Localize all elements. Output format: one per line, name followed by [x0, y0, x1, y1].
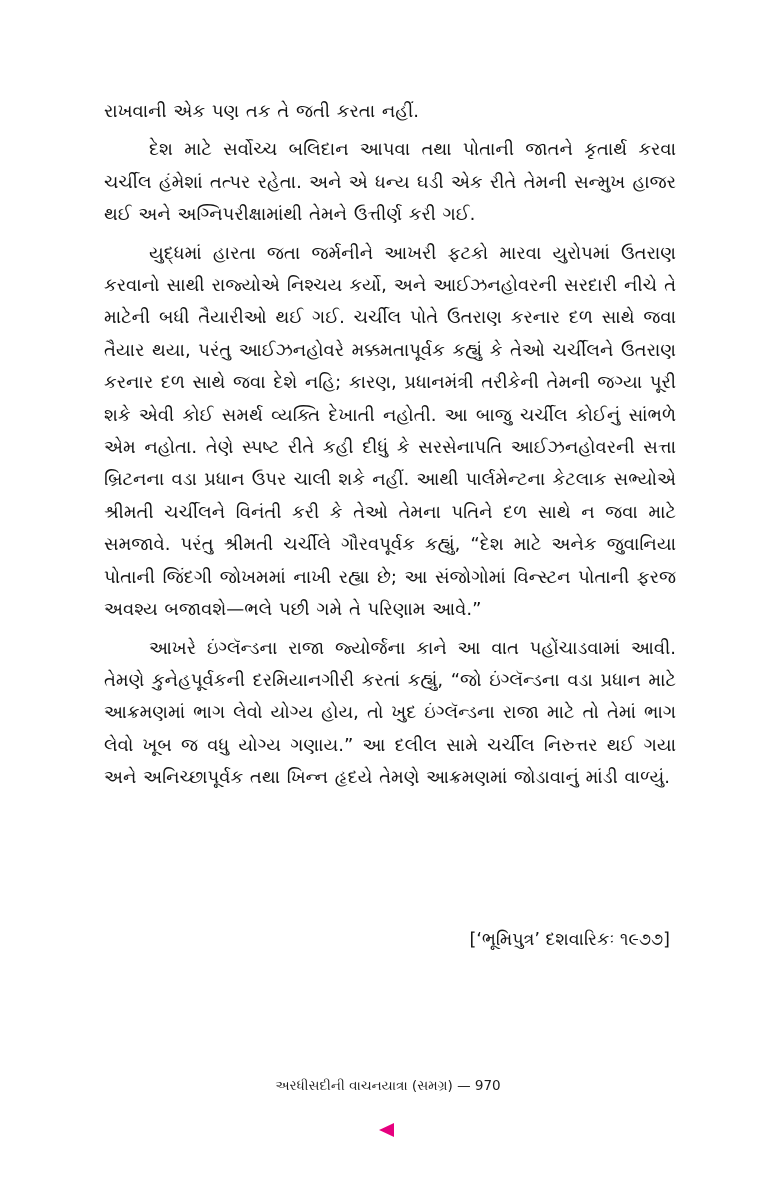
paragraph-continuation: રાખવાની એક પણ તક તે જતી કરતા નહીં. [104, 101, 419, 122]
previous-page-arrow-icon[interactable] [379, 1123, 394, 1137]
paragraph-sacrifice: દેશ માટે સર્વોચ્ચ બલિદાન આપવા તથા પોતાની જાતને કૃતાર્થ કરવા ચર્ચીલ હંમેશાં તત્પર રહેતા. અને એ ધન્ય ઘડી એક રીતે તેમની સન્મુખ હાજર થઈ અને અગ્નિપરીક્ષામાંથી તેમને ઉત્તીર્ણ કરી ગઈ. [104, 139, 676, 226]
paragraph-invasion: યુદ્ધમાં હારતા જતા જર્મનીને આખરી ફટકો મારવા યુરોપમાં ઉતરાણ કરવાનો સાથી રાજ્યોએ નિશ્ચય કર્યો, અને આઈઝનહોવરની સરદારી નીચે તે માટેની બધી તૈયારીઓ થઈ ગઈ. ચર્ચીલ પોતે ઉતરાણ કરનાર દળ સાથે જવા તૈયાર થયા, પરંતુ આઈઝનહોવરે મક્કમતાપૂર્વક કહ્યું કે તેઓ ચર્ચીલને ઉતરાણ કરનાર દળ સાથે જવા દેશે નહિ; કારણ, પ્રધાનમંત્રી તરીકેની તેમની જગ્યા પૂરી શકે એવી કોઈ સમર્થ વ્યક્તિ દેખાતી નહોતી. આ બાજુ ચર્ચીલ કોઈનું સાંભળે એમ નહોતા. તેણે સ્પષ્ટ રીતે કહી દીધું કે સરસેનાપતિ આઈઝનહોવરની સત્તા બ્રિટનના વડા પ્રધાન ઉપર ચાલી શકે નહીં. આથી પાર્લમેન્ટના કેટલાક સભ્યોએ શ્રીમતી ચર્ચીલને વિનંતી કરી કે તેઓ તેમના પતિને દળ સાથે ન જવા માટે સમજાવે. પરંતુ શ્રીમતી ચર્ચીલે ગૌરવપૂર્વક કહ્યું, “દેશ માટે અનેક જુવાનિયા પોતાની જિંદગી જોખમમાં નાખી રહ્યા છે; આ સંજોગોમાં વિન્સ્ટન પોતાની ફરજ અવશ્ય બજાવશે—ભલે પછી ગમે તે પરિણામ આવે.” [104, 242, 676, 621]
source-citation: [‘ભૂમિપુત્ર’ દશવારિકઃ ૧૯૭૭] [469, 930, 670, 950]
article-body [104, 96, 676, 801]
page-footer: અરધીસદીની વાચનયાત્રા (સમગ્ર) — 970 [275, 1078, 501, 1094]
paragraph-king-george: આખરે ઇંગ્લૅન્ડના રાજા જ્યોર્જના કાને આ વાત પહોંચાડવામાં આવી. તેમણે કુનેહપૂર્વકની દરમિયાનગીરી કરતાં કહ્યું, “જો ઇંગ્લૅન્ડના વડા પ્રધાન માટે આક્રમણમાં ભાગ લેવો યોગ્ય હોય, તો ખુદ ઇંગ્લૅન્ડના રાજા માટે તો તેમાં ભાગ લેવો ખૂબ જ વધુ યોગ્ય ગણાય.” આ દલીલ સામે ચર્ચીલ નિરુત્તર થઈ ગયા અને અનિચ્છાપૂર્વક તથા ખિન્ન હૃદયે તેમણે આક્રમણમાં જોડાવાનું માંડી વાળ્યું. [104, 637, 676, 789]
